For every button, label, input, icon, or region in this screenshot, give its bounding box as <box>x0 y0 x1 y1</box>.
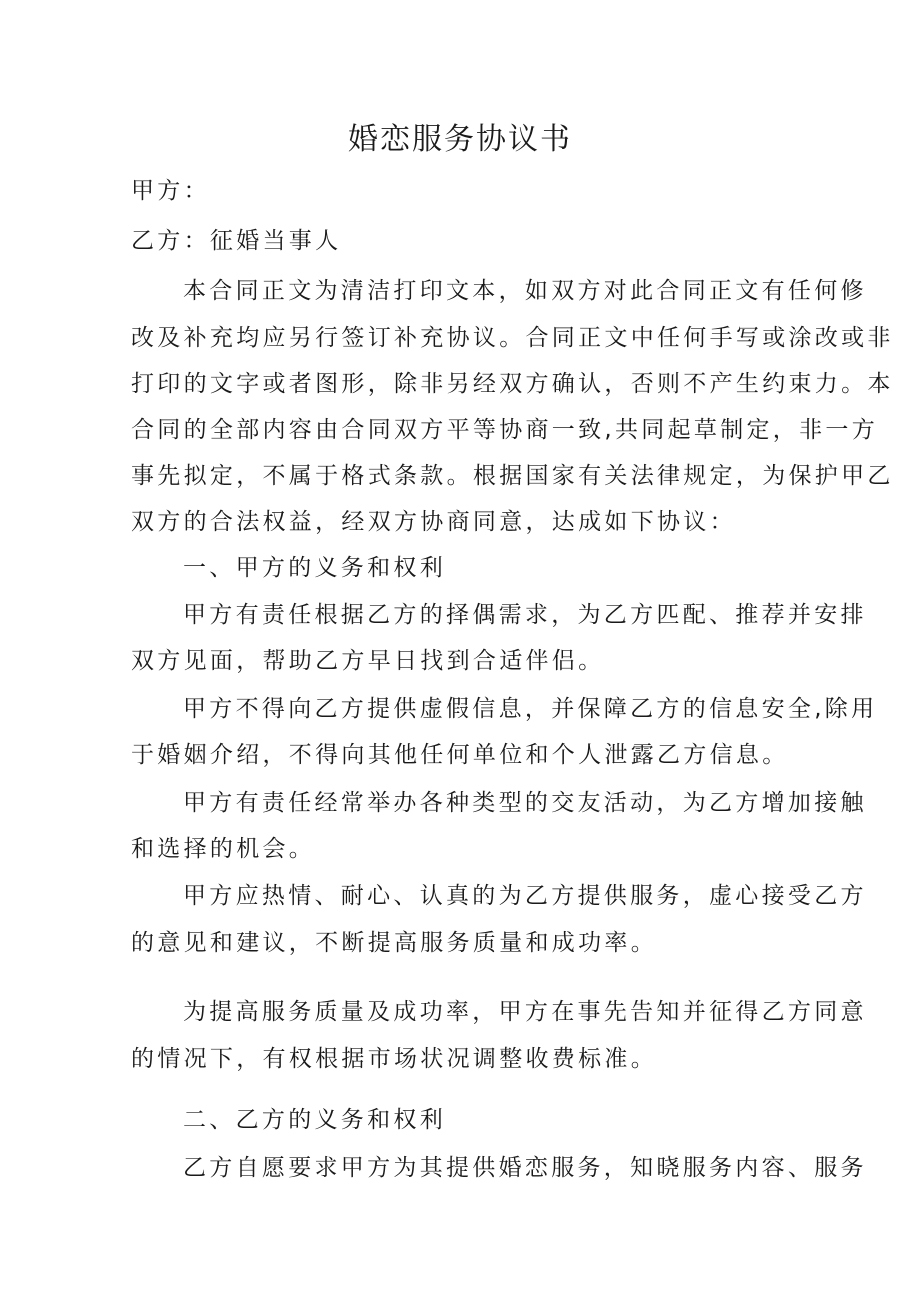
clause-line: 为提高服务质量及成功率，甲方在事先告知并征得乙方同意 <box>183 999 867 1025</box>
clause-line: 和选择的机会。 <box>131 836 316 862</box>
party-a-label: 甲方： <box>131 178 210 204</box>
document-title: 婚恋服务协议书 <box>348 122 572 157</box>
clause-line: 的情况下，有权根据市场状况调整收费标准。 <box>131 1046 657 1072</box>
section-1-heading: 一、甲方的义务和权利 <box>183 555 446 581</box>
preamble-line: 改及补充均应另行签订补充协议。合同正文中任何手写或涂改或非 <box>131 325 894 351</box>
section-2-heading: 二、乙方的义务和权利 <box>183 1107 446 1133</box>
clause-line: 甲方不得向乙方提供虚假信息，并保障乙方的信息安全,除用 <box>183 696 878 722</box>
clause-line: 于婚姻介绍，不得向其他任何单位和个人泄露乙方信息。 <box>131 742 789 768</box>
preamble-line: 本合同正文为清洁打印文本，如双方对此合同正文有任何修 <box>183 278 867 304</box>
clause-line: 乙方自愿要求甲方为其提供婚恋服务，知晓服务内容、服务 <box>183 1155 867 1181</box>
preamble-line: 双方的合法权益，经双方协商同意，达成如下协议： <box>131 509 736 535</box>
party-b-label: 乙方：征婚当事人 <box>131 228 342 254</box>
clause-line: 的意见和建议，不断提高服务质量和成功率。 <box>131 930 657 956</box>
preamble-line: 合同的全部内容由合同双方平等协商一致,共同起草制定，非一方 <box>131 417 879 443</box>
clause-line: 甲方有责任经常举办各种类型的交友活动，为乙方增加接触 <box>183 790 867 816</box>
preamble-line: 打印的文字或者图形，除非另经双方确认，否则不产生约束力。本 <box>131 371 894 397</box>
clause-line: 甲方有责任根据乙方的择偶需求，为乙方匹配、推荐并安排 <box>183 602 867 628</box>
preamble-line: 事先拟定，不属于格式条款。根据国家有关法律规定，为保护甲乙 <box>131 463 894 489</box>
clause-line: 甲方应热情、耐心、认真的为乙方提供服务，虚心接受乙方 <box>183 883 867 909</box>
clause-line: 双方见面，帮助乙方早日找到合适伴侣。 <box>131 648 605 674</box>
